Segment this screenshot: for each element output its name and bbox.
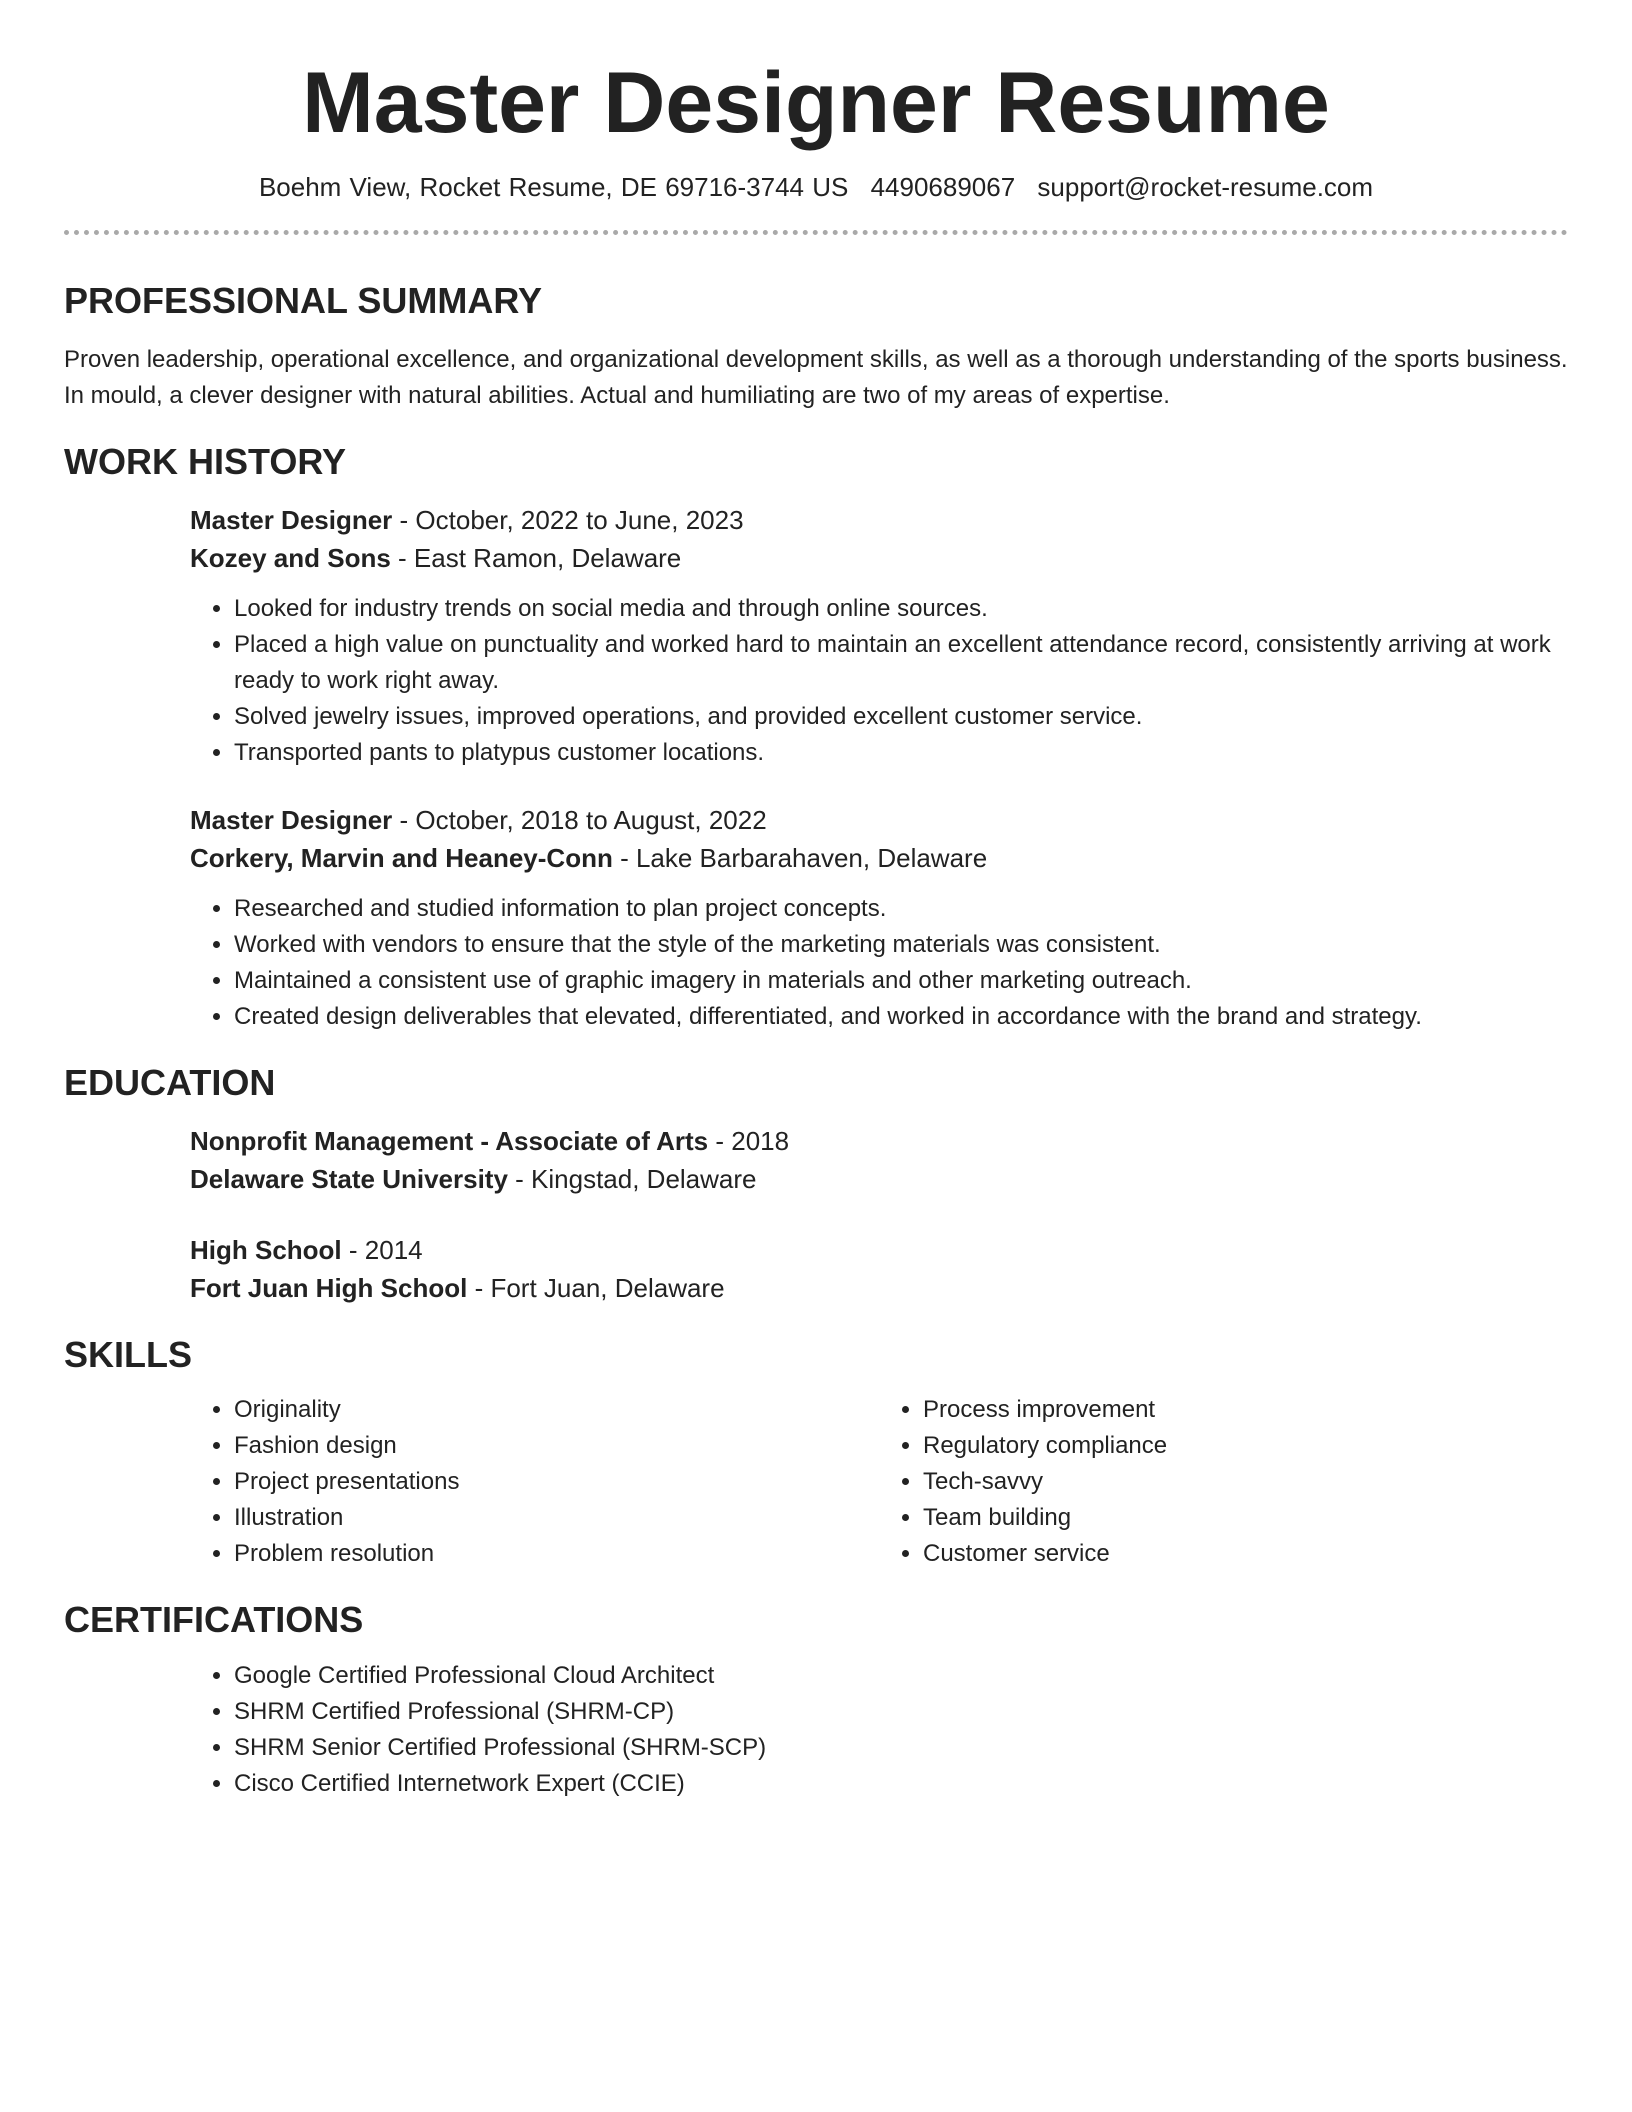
degree-name: Nonprofit Management - Associate of Arts — [190, 1126, 709, 1157]
job-entry — [190, 801, 1568, 1035]
school-line — [190, 1269, 1568, 1307]
contact-phone: 4490689067 — [870, 172, 1016, 203]
degree-name: High School — [190, 1235, 342, 1266]
summary-text: Proven leadership, operational excellence, and organizational development skills, as well as a thorough understanding of the sports business. In mould, a clever designer with natural abilities. Actual and humiliating are two of my areas of expertise. — [64, 345, 1568, 409]
contact-line — [64, 169, 1568, 205]
skill-item: • Illustration — [234, 1500, 879, 1536]
degree-line — [190, 1122, 1568, 1160]
duty-item: • Worked with vendors to ensure that the style of the marketing materials was consistent. — [234, 927, 1568, 963]
duty-item: • Transported pants to platypus customer locations. — [234, 735, 1568, 771]
resume-page — [64, 0, 1568, 1802]
degree-year: - 2014 — [341, 1235, 423, 1266]
job-title: Master Designer — [190, 504, 393, 535]
job-company: Corkery, Marvin and Heaney-Conn — [190, 842, 613, 873]
education-heading: EDUCATION — [64, 1061, 276, 1103]
skill-item: • Originality — [234, 1392, 879, 1428]
education-entry — [190, 1122, 1568, 1198]
skill-item: • Process improvement — [923, 1392, 1568, 1428]
duty-item: • Placed a high value on punctuality and worked hard to maintain an excellent attendance record, consistently arriving at work ready to work right away. — [234, 627, 1568, 699]
skill-item: • Problem resolution — [234, 1536, 879, 1572]
skill-item: • Project presentations — [234, 1464, 879, 1500]
education-entry — [190, 1231, 1568, 1307]
job-title-line — [190, 801, 1568, 839]
duty-item: • Created design deliverables that elevated, differentiated, and worked in accordance with the brand and strategy. — [234, 999, 1568, 1035]
job-title: Master Designer — [190, 804, 393, 835]
job-location: - Lake Barbarahaven, Delaware — [612, 842, 988, 873]
degree-line — [190, 1231, 1568, 1269]
certifications-list-wrap — [190, 1658, 1568, 1802]
job-duties — [190, 591, 1568, 771]
skills-column-right — [879, 1392, 1568, 1572]
job-dates: - October, 2022 to June, 2023 — [392, 504, 744, 535]
summary-heading: PROFESSIONAL SUMMARY — [64, 279, 543, 321]
school-location: - Fort Juan, Delaware — [467, 1273, 725, 1304]
contact-address: Boehm View, Rocket Resume, DE 69716-3744 US — [258, 172, 849, 203]
skill-item: • Team building — [923, 1500, 1568, 1536]
skills-column-left — [190, 1392, 879, 1572]
work-history-heading: WORK HISTORY — [64, 440, 347, 482]
school-location: - Kingstad, Delaware — [507, 1164, 757, 1195]
resume-title: Master Designer Resume — [302, 55, 1330, 151]
certification-item: • SHRM Senior Certified Professional (SHRM-SCP) — [234, 1730, 1568, 1766]
job-dates: - October, 2018 to August, 2022 — [392, 804, 767, 835]
skills-heading: SKILLS — [64, 1334, 193, 1376]
job-entry — [190, 501, 1568, 771]
certifications-heading: CERTIFICATIONS — [64, 1599, 364, 1641]
skill-item: • Tech-savvy — [923, 1464, 1568, 1500]
certifications-list — [190, 1658, 1568, 1802]
skill-item: • Regulatory compliance — [923, 1428, 1568, 1464]
header-divider — [64, 230, 1568, 235]
degree-year: - 2018 — [708, 1126, 790, 1157]
job-company-line — [190, 539, 1568, 577]
skills-grid — [190, 1392, 1568, 1572]
skill-item: • Fashion design — [234, 1428, 879, 1464]
contact-email: support@rocket-resume.com — [1037, 172, 1374, 203]
school-line — [190, 1160, 1568, 1198]
school-name: Fort Juan High School — [190, 1273, 468, 1304]
job-location: - East Ramon, Delaware — [390, 542, 682, 573]
school-name: Delaware State University — [190, 1164, 508, 1195]
skill-item: • Customer service — [923, 1536, 1568, 1572]
job-duties — [190, 891, 1568, 1035]
job-title-line — [190, 501, 1568, 539]
job-company: Kozey and Sons — [190, 542, 391, 573]
duty-item: • Maintained a consistent use of graphic imagery in materials and other marketing outreach. — [234, 963, 1568, 999]
duty-item: • Looked for industry trends on social media and through online sources. — [234, 591, 1568, 627]
duty-item: • Solved jewelry issues, improved operations, and provided excellent customer service. — [234, 699, 1568, 735]
certification-item: • Google Certified Professional Cloud Architect — [234, 1658, 1568, 1694]
certification-item: • SHRM Certified Professional (SHRM-CP) — [234, 1694, 1568, 1730]
duty-item: • Researched and studied information to plan project concepts. — [234, 891, 1568, 927]
job-company-line — [190, 839, 1568, 877]
certification-item: • Cisco Certified Internetwork Expert (CCIE) — [234, 1766, 1568, 1802]
